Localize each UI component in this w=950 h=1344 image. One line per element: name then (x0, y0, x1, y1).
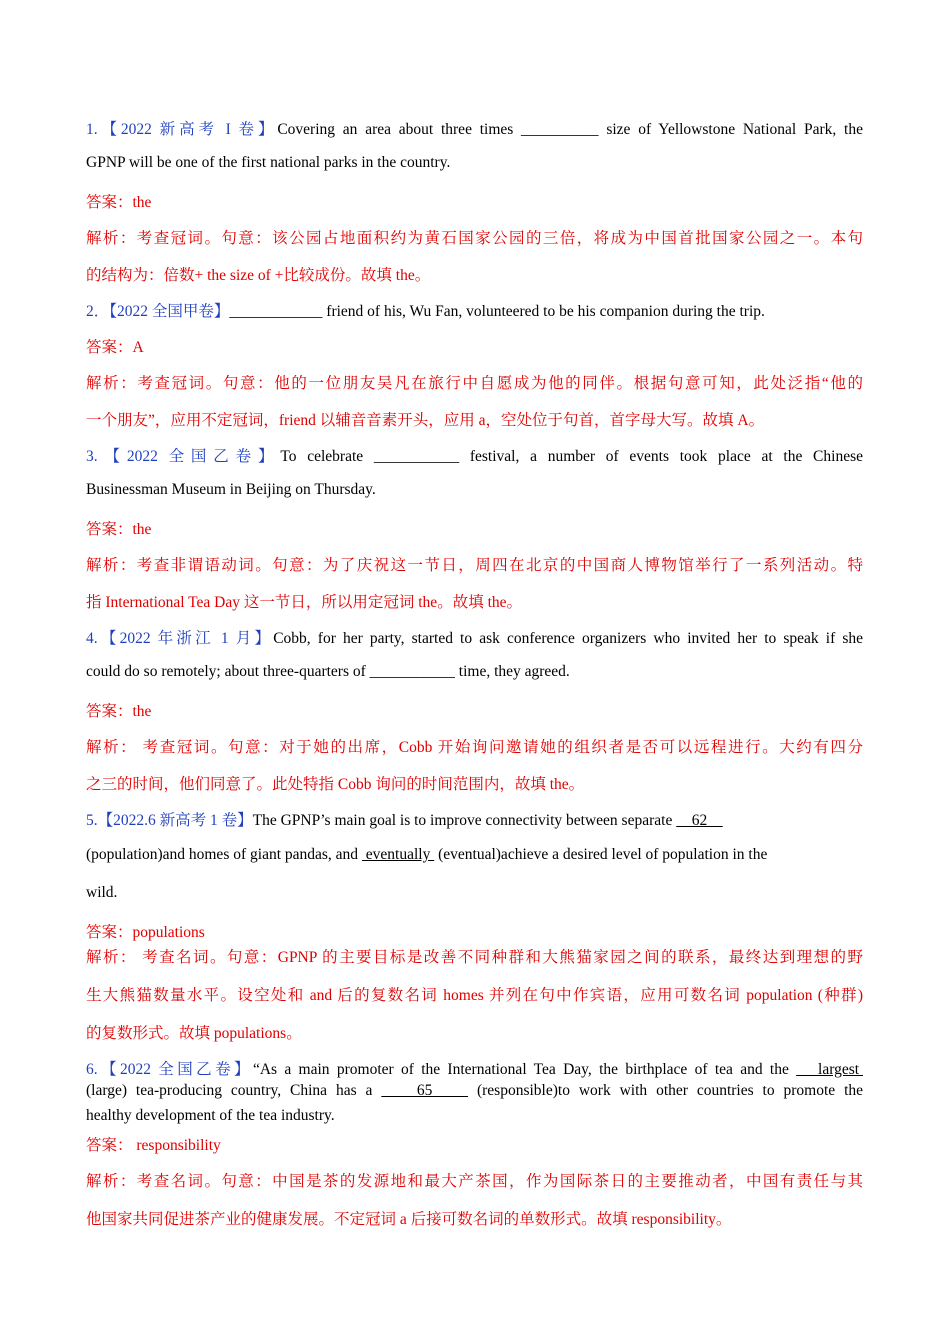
question-3-explanation-1: 解析：考查非谓语动词。句意：为了庆祝这一节日，周四在北京的中国商人博物馆举行了一系列活动。特 (86, 557, 863, 574)
question-6-text-3: (responsible)to work with other countries to promote the (468, 1082, 864, 1099)
question-4-answer: 答案：the (86, 703, 152, 720)
question-3-answer: 答案：the (86, 521, 152, 538)
question-6-line-1 (86, 1057, 863, 1079)
question-5-explanation-3: 的复数形式。故填 populations。 (86, 1025, 302, 1042)
question-4-explanation-1: 解析： 考查冠词。句意：对于她的出席，Cobb 开始询问邀请她的组织者是否可以远程进行。大约有四分 (86, 739, 863, 756)
question-3-text-1: To celebrate ___________ festival, a number of events took place at the Chinese (280, 448, 863, 465)
question-6-blank-largest: largest (796, 1061, 863, 1078)
question-4-text-1: Cobb, for her party, started to ask conference organizers who invited her to speak if she (273, 630, 863, 647)
question-1-answer: 答案：the (86, 194, 152, 211)
question-1-number: 1. (86, 121, 98, 138)
question-6-line-2 (86, 1082, 863, 1100)
question-5-source: 【2022.6 新高考 1 卷】 (97, 812, 253, 829)
question-1-line-1 (86, 117, 863, 139)
question-3-source: 【2022 全国乙卷】 (97, 448, 281, 465)
question-1-source: 【2022 新高考 I 卷】 (97, 121, 278, 138)
question-3-text-2: Businessman Museum in Beijing on Thursday. (86, 481, 376, 498)
question-2-number: 2． (86, 303, 110, 320)
question-1-explanation-2: 的结构为：倍数+ the size of +比较成份。故填 the。 (86, 267, 431, 284)
question-2-source: 【2022 全国甲卷】 (109, 303, 230, 320)
question-6-blank-65: 65 (381, 1082, 469, 1099)
question-6-text-1: “As a main promoter of the International Tea Day, the birthplace of tea and the (252, 1061, 797, 1078)
question-4-line-1 (86, 626, 863, 648)
question-5-text-4: wild. (86, 884, 118, 901)
question-4-source: 【2022 年浙江 1 月】 (97, 630, 274, 647)
question-6-explanation-1: 解析：考查名词。句意：中国是茶的发源地和最大产茶国，作为国际茶日的主要推动者，中国有责任与其 (86, 1173, 863, 1190)
question-2-explanation-1: 解析：考查冠词。句意：他的一位朋友吴凡在旅行中自愿成为他的同伴。根据句意可知，此处泛指“他的 (86, 375, 863, 392)
question-5-text-1: The GPNP’s main goal is to improve connectivity between separate (252, 812, 677, 829)
question-6-source: 【2022 全国乙卷】 (97, 1061, 253, 1078)
question-3-number: 3. (86, 448, 98, 465)
question-6-number: 6. (86, 1061, 98, 1078)
question-3-line-1 (86, 444, 863, 466)
question-2-text-1: ____________ friend of his, Wu Fan, volunteered to be his companion during the trip. (229, 303, 765, 320)
question-1-text-1: Covering an area about three times __________ size of Yellowstone National Park, the (277, 121, 863, 138)
question-5-blank-62: 62 (676, 812, 723, 829)
question-2-explanation-2: 一个朋友”，应用不定冠词，friend 以辅音音素开头，应用 a，空处位于句首，首字母大写。故填 A。 (86, 412, 765, 429)
question-5-answer: 答案：populations (86, 924, 205, 941)
question-4-text-2: could do so remotely; about three-quarters of ___________ time, they agreed. (86, 663, 570, 680)
question-1-explanation-1: 解析：考查冠词。句意：该公园占地面积约为黄石国家公园的三倍，将成为中国首批国家公园之一。本句 (86, 230, 863, 247)
question-6-answer: 答案： responsibility (86, 1137, 221, 1154)
question-3-explanation-2: 指 International Tea Day 这一节日，所以用定冠词 the。故填 the。 (86, 594, 522, 611)
question-5-number: 5. (86, 812, 98, 829)
question-5-line-1 (86, 808, 863, 830)
question-2-answer: 答案：A (86, 339, 144, 356)
question-5-text-3: (eventual)achieve a desired level of population in the (434, 846, 768, 863)
question-2-line-1 (86, 299, 863, 321)
question-6-explanation-2: 他国家共同促进茶产业的健康发展。不定冠词 a 后接可数名词的单数形式。故填 responsibility。 (86, 1211, 732, 1228)
question-5-text-2: (population)and homes of giant pandas, and (86, 846, 362, 863)
question-5-line-2 (86, 846, 863, 864)
question-6-text-4: healthy development of the tea industry. (86, 1107, 335, 1124)
question-6-text-2: (large) tea-producing country, China has a (86, 1082, 382, 1099)
question-5-explanation-1: 解析： 考查名词。句意：GPNP 的主要目标是改善不同种群和大熊猫家园之间的联系，最终达到理想的野 (86, 949, 863, 966)
question-4-number: 4. (86, 630, 98, 647)
question-5-blank-eventually: eventually (361, 846, 435, 863)
question-1-text-2: GPNP will be one of the first national parks in the country. (86, 154, 451, 171)
question-5-explanation-2: 生大熊猫数量水平。设空处和 and 后的复数名词 homes 并列在句中作宾语，应用可数名词 population (种群) (86, 987, 863, 1004)
question-4-explanation-2: 之三的时间，他们同意了。此处特指 Cobb 询问的时间范围内，故填 the。 (86, 776, 585, 793)
